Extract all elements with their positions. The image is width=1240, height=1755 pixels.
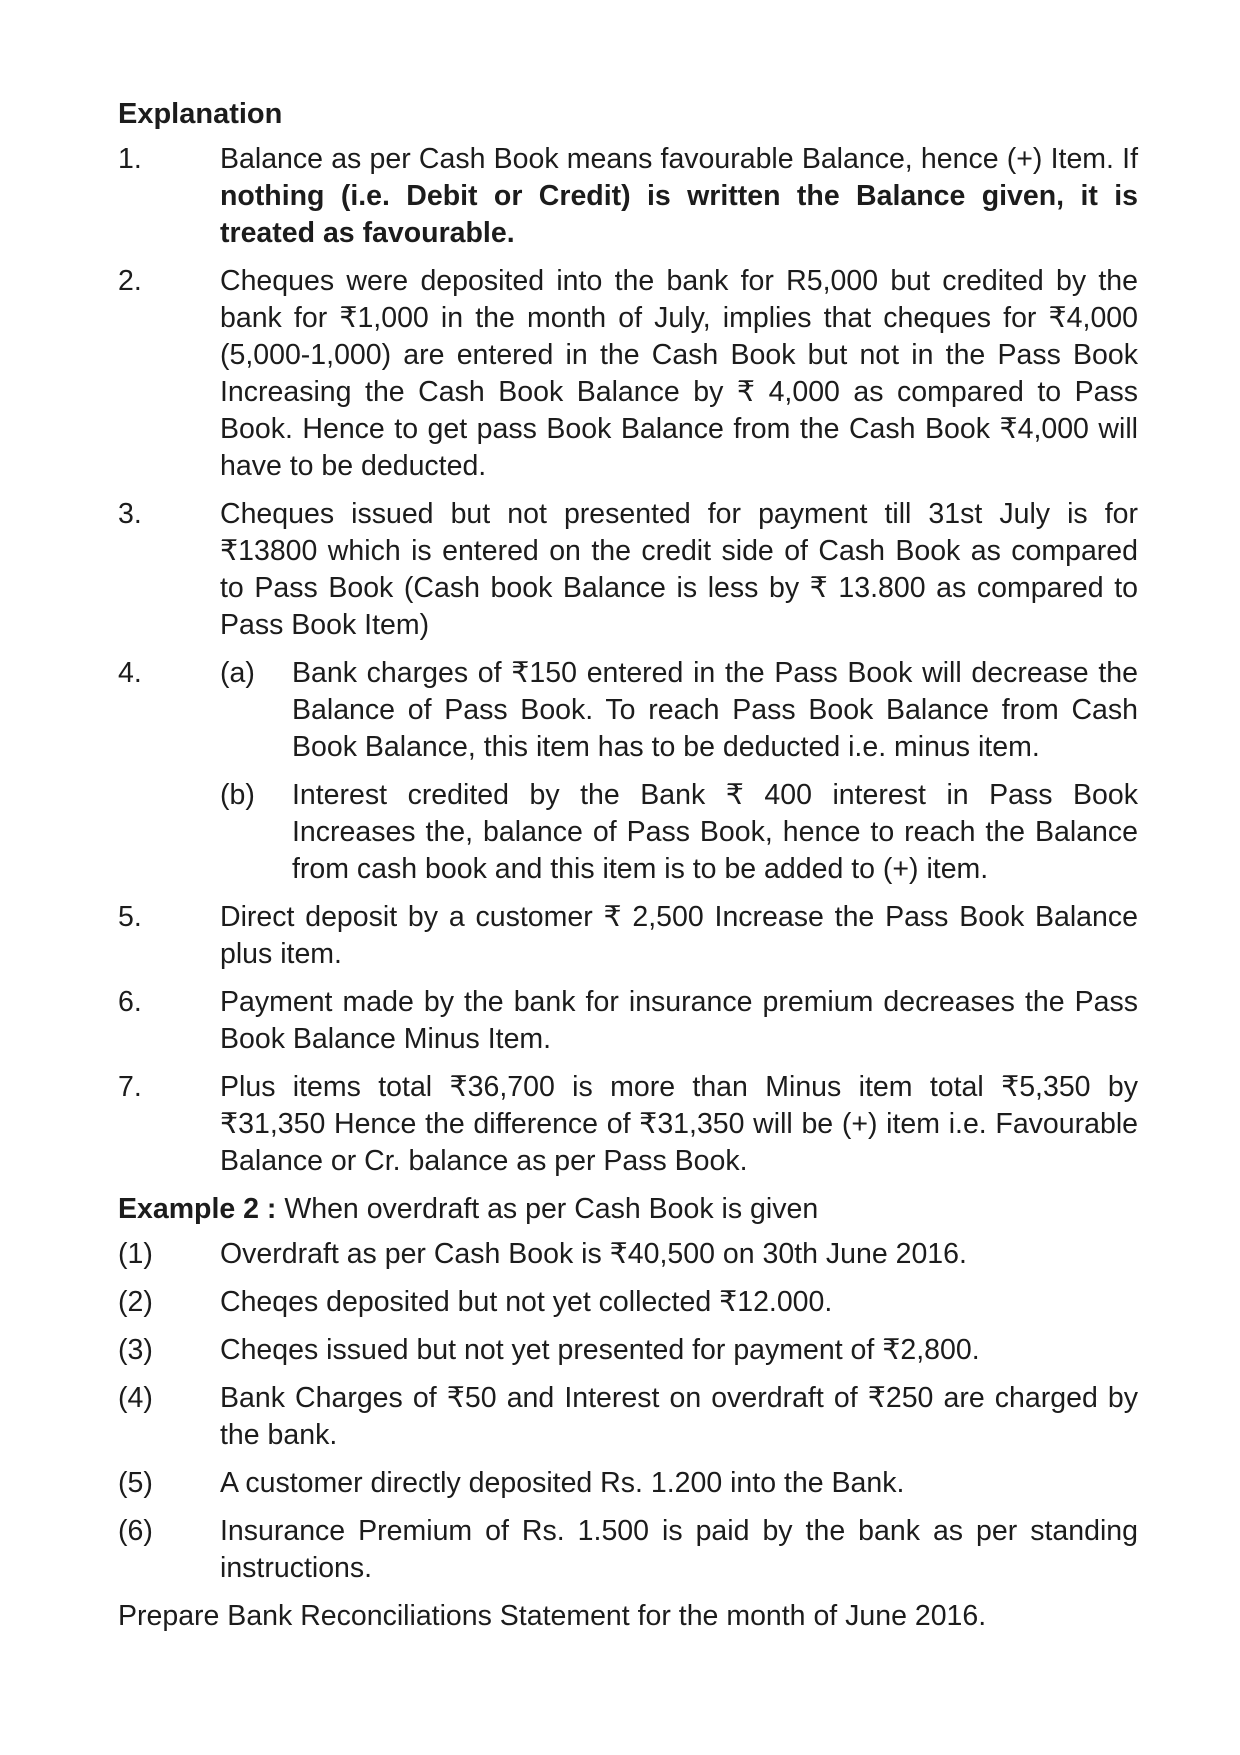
item-number: 5. [118, 901, 142, 933]
example-item-3 [118, 1332, 1138, 1369]
item-number: 7. [118, 1071, 142, 1103]
item-number: (1) [118, 1238, 153, 1270]
item-number: (5) [118, 1467, 153, 1499]
item-number: (2) [118, 1286, 153, 1318]
item-text-bold: nothing (i.e. Debit or Credit) is written the Balance given, it is treated as favourable. [220, 180, 1138, 249]
sub-item-text: Interest credited by the Bank ₹ 400 interest in Pass Book Increases the, balance of Pass Book, hence to reach the Balance from cash book and this item is to be added to (+) item. [292, 779, 1138, 885]
example-item-4 [118, 1380, 1138, 1454]
item-text: Insurance Premium of Rs. 1.500 is paid by the bank as per standing instructions. [220, 1515, 1138, 1584]
item-number: (6) [118, 1515, 153, 1547]
example-item-5 [118, 1465, 1138, 1502]
item-text: Plus items total ₹36,700 is more than Minus item total ₹5,350 by ₹31,350 Hence the difference of ₹31,350 will be (+) item i.e. Favourable Balance or Cr. balance as per Pass Book. [220, 1071, 1138, 1177]
item-text: Payment made by the bank for insurance premium decreases the Pass Book Balance Minus Item. [220, 986, 1138, 1055]
item-number: (4) [118, 1382, 153, 1414]
explanation-item-3 [118, 496, 1138, 644]
item-text: A customer directly deposited Rs. 1.200 into the Bank. [220, 1467, 905, 1499]
example-item-1 [118, 1236, 1138, 1273]
explanation-item-2 [118, 263, 1138, 485]
example-item-6 [118, 1513, 1138, 1587]
example-item-2 [118, 1284, 1138, 1321]
item-text: Overdraft as per Cash Book is ₹40,500 on 30th June 2016. [220, 1238, 967, 1270]
example-title-bold: Example 2 : [118, 1193, 277, 1225]
item-text: Cheqes issued but not yet presented for payment of ₹2,800. [220, 1334, 980, 1366]
explanation-item-4 [118, 655, 1138, 888]
item-number: 6. [118, 986, 142, 1018]
explanation-heading: Explanation [118, 98, 283, 130]
item-text: Cheques were deposited into the bank for R5,000 but credited by the bank for ₹1,000 in the month of July, implies that cheques for ₹4,000 (5,000-1,000) are entered in the Cash Book but not in the Pass Book Increasing the Cash Book Balance by ₹ 4,000 as compared to Pass Book. Hence to get pass Book Balance from the Cash Book ₹4,000 will have to be deducted. [220, 265, 1138, 482]
item-number: (3) [118, 1334, 153, 1366]
item-text: Direct deposit by a customer ₹ 2,500 Increase the Pass Book Balance plus item. [220, 901, 1138, 970]
explanation-item-1 [118, 141, 1138, 252]
example-instruction: Prepare Bank Reconciliations Statement for the month of June 2016. [118, 1600, 987, 1632]
item-text: Balance as per Cash Book means favourable Balance, hence (+) Item. If [220, 143, 1138, 175]
example-title [118, 1191, 1138, 1228]
sub-item-label: (b) [220, 779, 255, 811]
example-title-rest: When overdraft as per Cash Book is given [276, 1193, 819, 1225]
sub-item-text: Bank charges of ₹150 entered in the Pass Book will decrease the Balance of Pass Book. To reach Pass Book Balance from Cash Book Balance, this item has to be deducted i.e. minus item. [292, 657, 1138, 763]
item-number: 2. [118, 265, 142, 297]
item-number: 1. [118, 143, 142, 175]
item-text: Cheques issued but not presented for payment till 31st July is for ₹13800 which is entered on the credit side of Cash Book as compared to Pass Book (Cash book Balance is less by ₹ 13.800 as compared to Pass Book Item) [220, 498, 1138, 641]
sub-item-a [220, 655, 1138, 766]
explanation-item-7 [118, 1069, 1138, 1180]
item-number: 4. [118, 657, 142, 689]
explanation-item-6 [118, 984, 1138, 1058]
sub-item-b [220, 777, 1138, 888]
explanation-item-5 [118, 899, 1138, 973]
item-text: Bank Charges of ₹50 and Interest on overdraft of ₹250 are charged by the bank. [220, 1382, 1138, 1451]
document-page [118, 96, 1138, 1635]
item-number: 3. [118, 498, 142, 530]
item-text: Cheqes deposited but not yet collected ₹12.000. [220, 1286, 833, 1318]
sub-item-label: (a) [220, 657, 255, 689]
